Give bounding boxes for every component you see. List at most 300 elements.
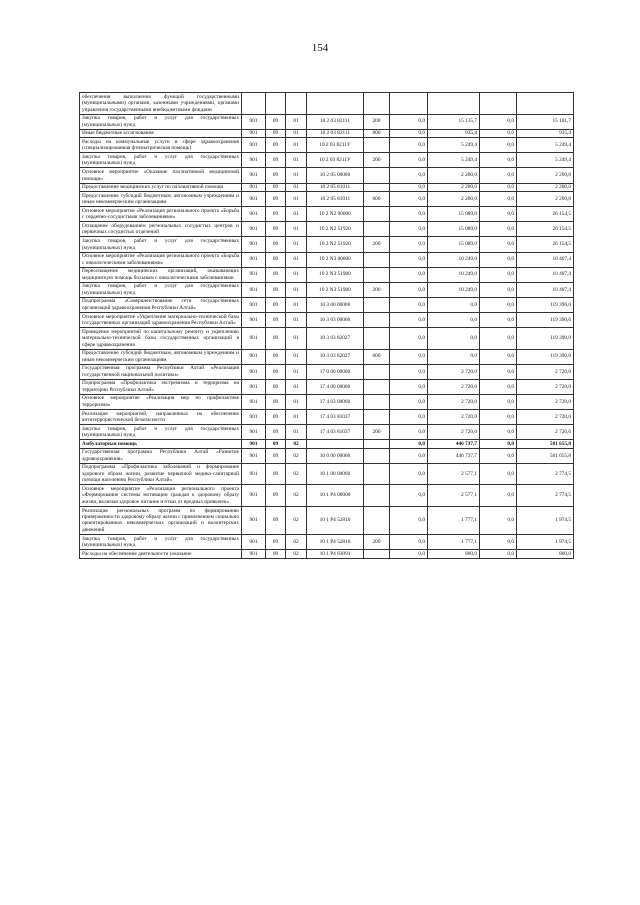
row-pr-cell: 01 [286,183,307,192]
budget-table [79,92,574,559]
row-pr-cell: 02 [286,448,307,463]
row-amount-1-cell: 0,0 [390,506,428,534]
row-name-cell: Переоснащение медицинских организаций, оказывающих медицинскую помощь больным с онкологическими заболеваниями [80,267,242,282]
row-amount-2-cell: 446 737,7 [428,440,480,449]
row-grbs-cell: 901 [242,192,266,207]
table-row [80,183,574,192]
row-vr-cell: 200 [364,534,390,549]
row-rz-cell: 09 [266,328,286,350]
row-amount-2-cell: 2 200,0 [428,192,480,207]
table-row [80,267,574,282]
row-name-cell: Основное мероприятие «Реализация регионального проекта «Борьба с сердечно-сосудистыми заболеваниями» [80,207,242,222]
row-vr-cell: 600 [364,349,390,364]
row-vr-cell [364,328,390,350]
row-amount-3-cell: 0,0 [480,192,517,207]
row-grbs-cell: 901 [242,448,266,463]
row-amount-1-cell: 0,0 [390,485,428,507]
row-rz-cell: 09 [266,114,286,129]
row-rz-cell: 09 [266,168,286,183]
row-amount-3-cell: 0,0 [480,168,517,183]
row-rz-cell: 09 [266,183,286,192]
row-amount-4-cell [517,93,574,115]
row-csr-cell: 10 2 N2 00000 [307,207,364,222]
table-row [80,349,574,364]
row-pr-cell: 01 [286,409,307,424]
row-grbs-cell: 901 [242,440,266,449]
table-row [80,394,574,409]
row-csr-cell: 17 4 03 00000 [307,394,364,409]
row-amount-2-cell: 2 720,0 [428,394,480,409]
row-pr-cell: 01 [286,394,307,409]
row-csr-cell: 10 1 P4 00000 [307,485,364,507]
row-amount-2-cell: 2 720,0 [428,379,480,394]
row-csr-cell: 10 2 05 81011 [307,183,364,192]
row-vr-cell [364,379,390,394]
row-grbs-cell: 901 [242,379,266,394]
row-pr-cell: 01 [286,153,307,168]
row-amount-4-cell: 800,0 [517,550,574,559]
row-pr-cell: 01 [286,282,307,297]
row-vr-cell [364,394,390,409]
row-amount-3-cell: 0,0 [480,463,517,485]
row-pr-cell: 02 [286,485,307,507]
row-amount-2-cell: 0,0 [428,328,480,350]
row-amount-1-cell: 0,0 [390,394,428,409]
row-amount-3-cell: 0,0 [480,534,517,549]
row-vr-cell [364,297,390,312]
row-grbs-cell: 901 [242,183,266,192]
row-name-cell: Закупка товаров, работ и услуг для государственных (муниципальных) нужд [80,153,242,168]
row-name-cell: Предоставление субсидий бюджетным, автономным учреждениям и иным некоммерческим организациям [80,349,242,364]
row-vr-cell [364,168,390,183]
row-vr-cell [364,550,390,559]
row-pr-cell: 01 [286,129,307,138]
row-amount-4-cell: 5 249,4 [517,138,574,153]
row-amount-2-cell: 2 200,0 [428,183,480,192]
row-vr-cell [364,463,390,485]
row-grbs-cell: 901 [242,114,266,129]
row-amount-4-cell: 2 720,0 [517,394,574,409]
row-name-cell: Закупка товаров, работ и услуг для государственных (муниципальных) нужд [80,425,242,440]
row-amount-4-cell: 15 101,7 [517,114,574,129]
row-name-cell: Предоставление медицинских услуг по паллиативной помощи [80,183,242,192]
row-grbs-cell: 901 [242,222,266,237]
row-grbs-cell: 901 [242,168,266,183]
row-rz-cell: 09 [266,379,286,394]
row-vr-cell [364,440,390,449]
table-row [80,282,574,297]
row-name-cell: Подпрограмма «Профилактика экстремизма и терроризма на территории Республики Алтай» [80,379,242,394]
row-grbs-cell: 901 [242,153,266,168]
table-row [80,93,574,115]
row-amount-1-cell: 0,0 [390,114,428,129]
table-row [80,297,574,312]
row-amount-1-cell: 0,0 [390,550,428,559]
row-amount-1-cell: 0,0 [390,297,428,312]
row-amount-3-cell: 0,0 [480,349,517,364]
row-grbs-cell: 901 [242,328,266,350]
row-amount-4-cell: 26 154,5 [517,237,574,252]
table-row [80,409,574,424]
row-vr-cell [364,506,390,534]
row-grbs-cell: 901 [242,485,266,507]
table-row [80,207,574,222]
row-amount-3-cell: 0,0 [480,237,517,252]
row-amount-1-cell: 0,0 [390,409,428,424]
row-name-cell: Основное мероприятие «Реализация регионального проекта «Формирование системы мотивации граждан к здоровому образу жизни, включая здоровое питание и отказ от вредных привычек» [80,485,242,507]
row-amount-2-cell: 5 249,4 [428,138,480,153]
row-pr-cell: 02 [286,506,307,534]
row-vr-cell [364,93,390,115]
row-amount-2-cell [428,93,480,115]
row-amount-4-cell: 935,4 [517,129,574,138]
row-csr-cell: 10 2 N3 51900 [307,267,364,282]
row-csr-cell: 10 2 N3 51900 [307,282,364,297]
row-amount-2-cell: 2 720,0 [428,409,480,424]
row-csr-cell: 10 2 05 00000 [307,168,364,183]
page-number: 154 [311,42,329,54]
row-grbs-cell: 901 [242,534,266,549]
row-amount-1-cell: 0,0 [390,138,428,153]
table-row [80,252,574,267]
row-amount-1-cell: 0,0 [390,207,428,222]
row-vr-cell: 200 [364,114,390,129]
row-pr-cell: 02 [286,534,307,549]
row-name-cell: Иные бюджетные ассигнования [80,129,242,138]
row-rz-cell: 09 [266,129,286,138]
row-name-cell: Подпрограмма «Профилактика заболеваний и формирование здорового образа жизни, развитие первичной медико-санитарной помощи населению Республики Алтай» [80,463,242,485]
row-amount-1-cell: 0,0 [390,183,428,192]
row-pr-cell: 01 [286,222,307,237]
row-csr-cell: 10 2 N2 51920 [307,237,364,252]
row-vr-cell: 200 [364,237,390,252]
table-row [80,440,574,449]
row-rz-cell: 09 [266,349,286,364]
row-amount-3-cell: 0,0 [480,379,517,394]
row-amount-3-cell: 0,0 [480,425,517,440]
row-name-cell: Амбулаторная помощь [80,440,242,449]
row-pr-cell: 01 [286,168,307,183]
row-amount-1-cell: 0,0 [390,129,428,138]
table-row [80,168,574,183]
row-name-cell: Основное мероприятие «Укрепление материально-технической базы государственных организаций здравоохранения Республики Алтай» [80,312,242,327]
row-amount-3-cell: 0,0 [480,138,517,153]
row-amount-1-cell [390,93,428,115]
row-vr-cell [364,267,390,282]
row-amount-2-cell: 446 737,7 [428,448,480,463]
row-amount-2-cell: 2 577,1 [428,485,480,507]
row-csr-cell: 10 3 03 82027 [307,328,364,350]
table-row [80,114,574,129]
row-amount-1-cell: 0,0 [390,153,428,168]
row-name-cell: Основное мероприятие «Реализация мер по профилактике терроризма» [80,394,242,409]
row-vr-cell: 200 [364,153,390,168]
row-grbs-cell: 901 [242,364,266,379]
row-amount-4-cell: 1 974,5 [517,534,574,549]
row-name-cell: Реализация мероприятий, направленных на обеспечение антитеррористической безопасности [80,409,242,424]
table-row [80,222,574,237]
row-amount-4-cell: 10 407,4 [517,282,574,297]
row-rz-cell: 09 [266,138,286,153]
row-pr-cell [286,93,307,115]
table-row [80,448,574,463]
row-amount-3-cell: 0,0 [480,114,517,129]
row-pr-cell: 01 [286,237,307,252]
row-vr-cell [364,409,390,424]
row-rz-cell: 09 [266,550,286,559]
row-pr-cell: 01 [286,349,307,364]
row-pr-cell: 01 [286,192,307,207]
row-amount-4-cell: 2 720,0 [517,364,574,379]
row-amount-3-cell: 0,0 [480,440,517,449]
row-pr-cell: 01 [286,207,307,222]
row-amount-4-cell: 2 200,0 [517,192,574,207]
row-amount-1-cell: 0,0 [390,168,428,183]
row-csr-cell: 10 3 00 00000 [307,297,364,312]
row-csr-cell: 10 1 P4 52810 [307,506,364,534]
row-amount-3-cell: 0,0 [480,312,517,327]
row-amount-2-cell: 0,0 [428,312,480,327]
row-rz-cell: 09 [266,282,286,297]
row-amount-1-cell: 0,0 [390,192,428,207]
row-csr-cell: 10 3 03 00000 [307,312,364,327]
row-amount-4-cell: 581 655,8 [517,440,574,449]
row-amount-4-cell: 10 407,4 [517,252,574,267]
row-vr-cell [364,138,390,153]
table-row [80,379,574,394]
table-row [80,237,574,252]
row-amount-2-cell: 15 089,0 [428,207,480,222]
row-pr-cell: 01 [286,364,307,379]
row-amount-1-cell: 0,0 [390,425,428,440]
row-name-cell: Основное мероприятие «Оказание паллиативной медицинской помощи» [80,168,242,183]
row-grbs-cell: 901 [242,282,266,297]
row-amount-3-cell: 0,0 [480,485,517,507]
row-grbs-cell: 901 [242,463,266,485]
row-amount-3-cell: 0,0 [480,364,517,379]
row-csr-cell: 17 0 00 00000 [307,364,364,379]
row-grbs-cell: 901 [242,129,266,138]
row-amount-1-cell: 0,0 [390,349,428,364]
row-csr-cell [307,440,364,449]
row-vr-cell [364,183,390,192]
row-pr-cell: 01 [286,379,307,394]
row-amount-1-cell: 0,0 [390,448,428,463]
row-amount-2-cell: 935,4 [428,129,480,138]
table-row [80,425,574,440]
row-grbs-cell: 901 [242,207,266,222]
row-amount-4-cell: 10 407,4 [517,267,574,282]
row-vr-cell: 800 [364,129,390,138]
row-amount-2-cell: 2 200,0 [428,168,480,183]
table-row [80,534,574,549]
row-amount-3-cell [480,93,517,115]
row-amount-2-cell: 0,0 [428,349,480,364]
row-amount-2-cell: 2 720,0 [428,425,480,440]
row-amount-3-cell: 0,0 [480,328,517,350]
row-grbs-cell: 901 [242,409,266,424]
table-row [80,129,574,138]
row-vr-cell [364,364,390,379]
row-amount-2-cell: 5 249,4 [428,153,480,168]
row-amount-1-cell: 0,0 [390,237,428,252]
row-rz-cell: 09 [266,153,286,168]
row-pr-cell: 02 [286,550,307,559]
row-amount-1-cell: 0,0 [390,463,428,485]
row-amount-2-cell: 15 135,7 [428,114,480,129]
row-amount-3-cell: 0,0 [480,267,517,282]
row-amount-1-cell: 0,0 [390,440,428,449]
row-name-cell: Подпрограмма «Совершенствование сети государственных организаций здравоохранения Республики Алтай» [80,297,242,312]
row-vr-cell [364,252,390,267]
row-name-cell: Проведение мероприятий по капитальному ремонту и укреплению материально-технической базы государственных организаций в сфере здравоохранения [80,328,242,350]
row-amount-2-cell: 10 249,0 [428,282,480,297]
row-amount-3-cell: 0,0 [480,252,517,267]
table-row [80,463,574,485]
row-pr-cell: 01 [286,114,307,129]
row-amount-2-cell: 2 577,1 [428,463,480,485]
row-name-cell: Основное мероприятие «Реализация регионального проекта «Борьба с онкологическими заболеваниями» [80,252,242,267]
row-amount-4-cell: 26 154,5 [517,222,574,237]
row-pr-cell: 01 [286,425,307,440]
row-amount-1-cell: 0,0 [390,534,428,549]
row-pr-cell: 01 [286,328,307,350]
row-vr-cell [364,448,390,463]
row-amount-2-cell: 1 777,1 [428,506,480,534]
row-pr-cell: 01 [286,267,307,282]
row-name-cell: Закупка товаров, работ и услуг для государственных (муниципальных) нужд [80,114,242,129]
row-csr-cell: 17 4 03 81037 [307,409,364,424]
row-amount-3-cell: 0,0 [480,282,517,297]
row-amount-1-cell: 0,0 [390,222,428,237]
row-amount-4-cell: 119 390,0 [517,297,574,312]
row-amount-4-cell: 581 655,8 [517,448,574,463]
row-csr-cell: 10 2 03 8211У [307,153,364,168]
row-amount-4-cell: 2 774,5 [517,463,574,485]
row-amount-4-cell: 1 974,5 [517,506,574,534]
row-rz-cell: 09 [266,485,286,507]
row-amount-2-cell: 10 249,0 [428,252,480,267]
row-amount-4-cell: 2 720,0 [517,425,574,440]
row-rz-cell: 09 [266,297,286,312]
row-amount-4-cell: 2 720,0 [517,379,574,394]
row-amount-4-cell: 2 200,0 [517,183,574,192]
row-rz-cell: 09 [266,463,286,485]
row-name-cell: Закупка товаров, работ и услуг для государственных (муниципальных) нужд [80,237,242,252]
row-amount-3-cell: 0,0 [480,297,517,312]
table-row [80,153,574,168]
row-grbs-cell: 901 [242,237,266,252]
row-csr-cell [307,93,364,115]
row-rz-cell [266,93,286,115]
row-amount-1-cell: 0,0 [390,282,428,297]
table-row [80,138,574,153]
row-rz-cell: 09 [266,425,286,440]
row-pr-cell: 01 [286,252,307,267]
table-row [80,550,574,559]
row-vr-cell [364,312,390,327]
row-grbs-cell: 901 [242,349,266,364]
row-rz-cell: 09 [266,222,286,237]
row-amount-4-cell: 119 390,0 [517,312,574,327]
row-vr-cell: 200 [364,282,390,297]
row-rz-cell: 09 [266,394,286,409]
row-pr-cell: 01 [286,297,307,312]
row-amount-3-cell: 0,0 [480,448,517,463]
row-vr-cell: 600 [364,192,390,207]
row-csr-cell: 10 2 N2 51920 [307,222,364,237]
row-amount-3-cell: 0,0 [480,153,517,168]
row-amount-3-cell: 0,0 [480,207,517,222]
row-amount-3-cell: 0,0 [480,409,517,424]
row-csr-cell: 17 4 03 81037 [307,425,364,440]
budget-table-body [80,93,574,559]
row-amount-3-cell: 0,0 [480,506,517,534]
row-amount-1-cell: 0,0 [390,364,428,379]
row-amount-2-cell: 10 249,0 [428,267,480,282]
row-name-cell: Закупка товаров, работ и услуг для государственных (муниципальных) нужд [80,282,242,297]
row-name-cell: Государственная программа Республики Алтай «Реализация государственной национальной политики» [80,364,242,379]
row-rz-cell: 09 [266,534,286,549]
row-amount-2-cell: 15 089,0 [428,237,480,252]
row-grbs-cell: 901 [242,312,266,327]
row-amount-1-cell: 0,0 [390,312,428,327]
row-amount-2-cell: 1 777,1 [428,534,480,549]
row-amount-2-cell: 800,0 [428,550,480,559]
row-grbs-cell: 901 [242,138,266,153]
row-name-cell: Оснащение оборудованием региональных сосудистых центров и первичных сосудистых отделений [80,222,242,237]
row-csr-cell: 10 2 N3 00000 [307,252,364,267]
row-grbs-cell: 901 [242,267,266,282]
table-row [80,328,574,350]
row-amount-2-cell: 2 720,0 [428,364,480,379]
row-rz-cell: 09 [266,237,286,252]
row-pr-cell: 01 [286,312,307,327]
row-vr-cell [364,222,390,237]
row-rz-cell: 09 [266,252,286,267]
row-amount-1-cell: 0,0 [390,328,428,350]
row-amount-4-cell: 2 720,0 [517,409,574,424]
row-name-cell: Расходы на коммунальные услуги в сфере здравоохранения (специализированная фтизиатрическая помощь) [80,138,242,153]
row-grbs-cell: 901 [242,252,266,267]
row-amount-2-cell: 0,0 [428,297,480,312]
row-amount-2-cell: 15 089,0 [428,222,480,237]
row-grbs-cell: 901 [242,506,266,534]
row-csr-cell: 10 1 P4 83091 [307,550,364,559]
row-rz-cell: 09 [266,312,286,327]
row-grbs-cell: 901 [242,425,266,440]
row-amount-4-cell: 119 390,0 [517,349,574,364]
row-rz-cell: 09 [266,440,286,449]
row-grbs-cell [242,93,266,115]
row-rz-cell: 09 [266,506,286,534]
row-rz-cell: 09 [266,364,286,379]
row-amount-3-cell: 0,0 [480,550,517,559]
row-name-cell: Закупка товаров, работ и услуг для государственных (муниципальных) нужд [80,534,242,549]
row-name-cell: Реализация региональных программ по формированию приверженности здоровому образу жизни с привлечением социально ориентированных некоммерческих организаций и волонтерских движений [80,506,242,534]
row-amount-4-cell: 2 774,5 [517,485,574,507]
row-csr-cell: 10 2 03 82111 [307,114,364,129]
row-rz-cell: 09 [266,267,286,282]
row-vr-cell [364,207,390,222]
row-vr-cell [364,485,390,507]
table-row [80,192,574,207]
row-csr-cell: 17 4 00 00000 [307,379,364,394]
table-row [80,312,574,327]
row-amount-1-cell: 0,0 [390,252,428,267]
row-pr-cell: 02 [286,463,307,485]
row-csr-cell: 10 2 03 8211У [307,138,364,153]
